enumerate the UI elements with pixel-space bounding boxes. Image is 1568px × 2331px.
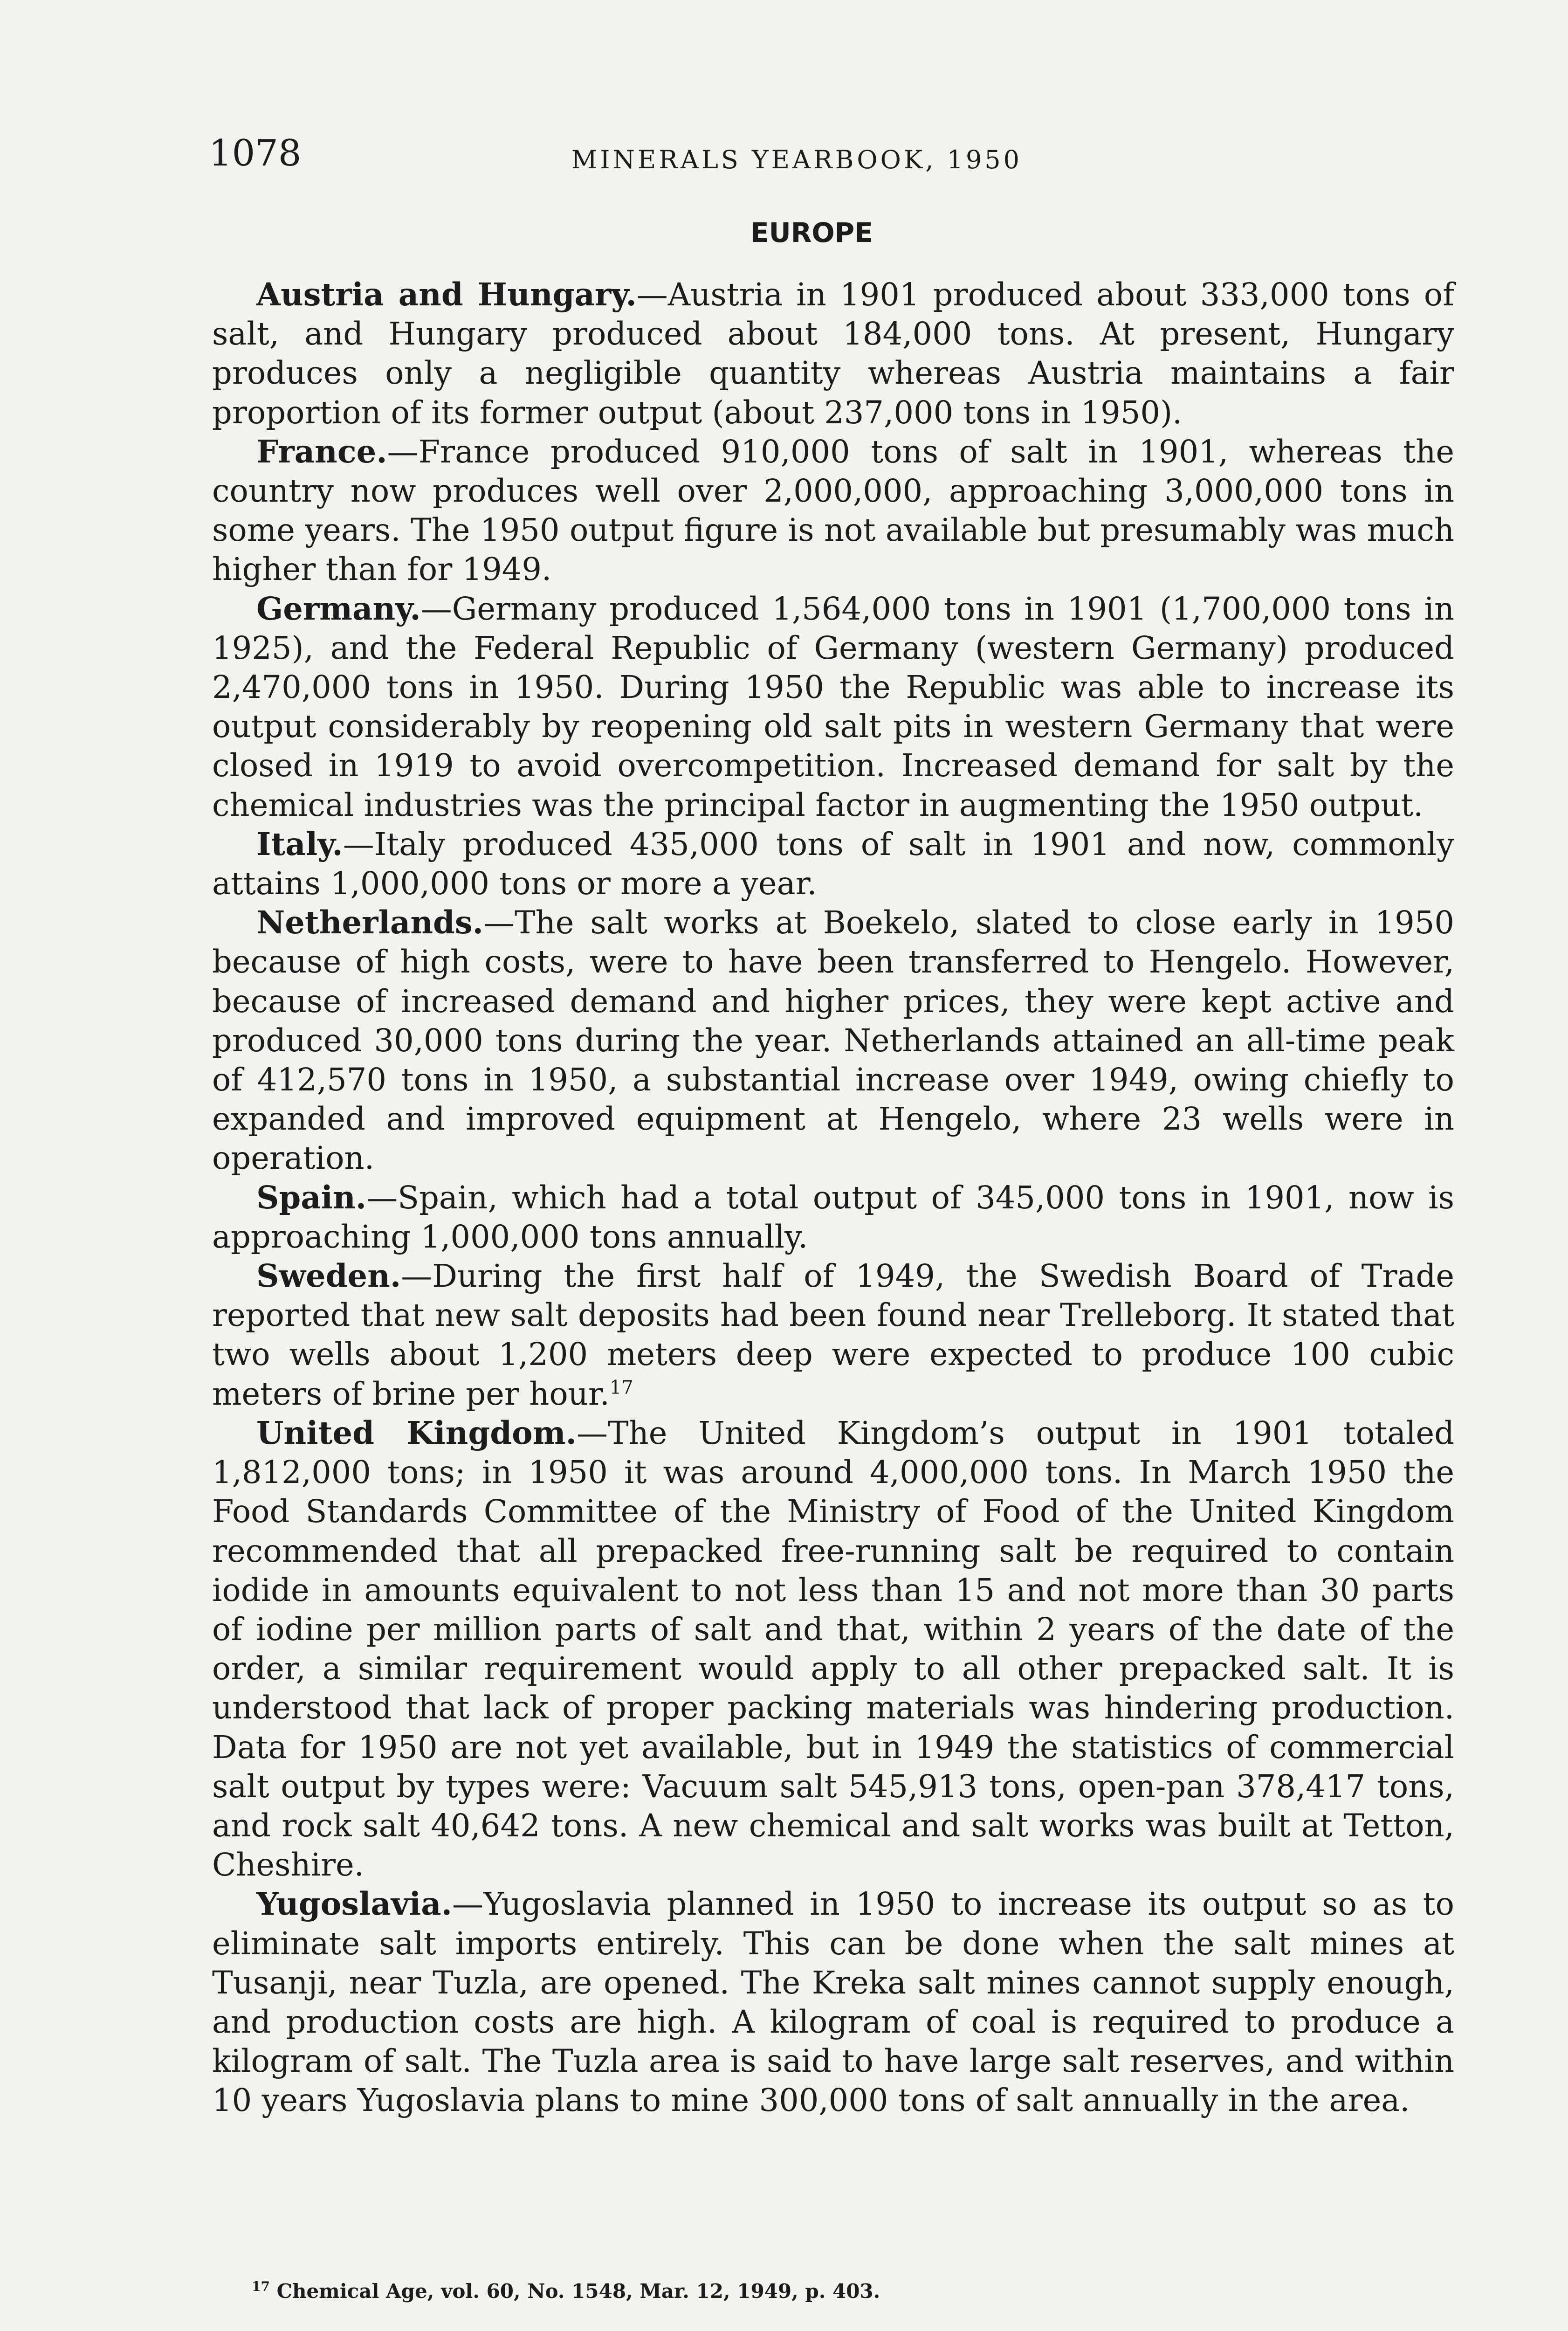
paragraph-text: —The United Kingdom’s output in 1901 totaled 1,812,000 tons; in 1950 it was around 4,000,000 tons. In March 1950 the Food Standards Committee of the Ministry of Food of the United Kingdom recommended that all prepacked free-running salt be required to contain iodide in amounts equivalent to not less than 15 and not more than 30 parts of iodine per million parts of salt and that, within 2 years of the date of the order, a similar requirement would apply to all other prepacked salt. It is understood that lack of proper packing materials was hindering production. Data for 1950 are not yet available, but in 1949 the statistics of commercial salt output by types were: Vacuum salt 545,913 tons, open-pan 378,417 tons, and rock salt 40,642 tons. A new chemical and salt works was built at Tetton, Cheshire. xyxy=(212,1414,1455,1883)
paragraph-united-kingdom xyxy=(212,1414,1454,1884)
footnote xyxy=(252,2279,1454,2303)
section-title: EUROPE xyxy=(750,217,873,248)
paragraph-text: —During the first half of 1949, the Swedish Board of Trade reported that new salt deposits had been found near Trelleborg. It stated that two wells about 1,200 meters deep were expected to produce 100 cubic meters of brine per hour. xyxy=(212,1258,1454,1412)
country-heading: Sweden. xyxy=(256,1257,401,1295)
footnote-text: Chemical Age, vol. 60, No. 1548, Mar. 12, 1949, p. 403. xyxy=(276,2280,880,2303)
paragraph-text: —France produced 910,000 tons of salt in 1901, whereas the country now produces well over 2,000,000, approaching 3,000,000 tons in some years. The 1950 output figure is not available but presumably was much higher than for 1949. xyxy=(212,433,1454,588)
country-heading: Austria and Hungary. xyxy=(256,276,637,313)
country-heading: Germany. xyxy=(256,590,421,627)
paragraph-spain xyxy=(212,1178,1454,1256)
paragraph-netherlands xyxy=(212,903,1454,1178)
paragraph-text: —Spain, which had a total output of 345,000 tons in 1901, now is approaching 1,000,000 tons annually. xyxy=(212,1179,1454,1255)
paragraph-yugoslavia xyxy=(212,1884,1454,2120)
paragraph-germany xyxy=(212,589,1454,825)
footnote-reference[interactable]: 17 xyxy=(609,1377,633,1399)
running-title: MINERALS YEARBOOK, 1950 xyxy=(571,145,1023,174)
paragraph-text: —Yugoslavia planned in 1950 to increase its output so as to eliminate salt imports entirely. This can be done when the salt mines at Tusanji, near Tuzla, are opened. The Kreka salt mines cannot supply enough, and production costs are high. A kilogram of coal is required to produce a kilogram of salt. The Tuzla area is said to have large salt reserves, and within 10 years Yugoslavia plans to mine 300,000 tons of salt annually in the area. xyxy=(212,1886,1454,2119)
country-heading: Netherlands. xyxy=(256,904,483,941)
footnote-number: 17 xyxy=(252,2279,270,2294)
paragraph-text: —Austria in 1901 produced about 333,000 tons of salt, and Hungary produced about 184,000 tons. At present, Hungary produces only a negligible quantity whereas Austria maintains a fair proportion of its former output (about 237,000 tons in 1950). xyxy=(212,276,1454,431)
country-heading: Italy. xyxy=(256,825,343,862)
country-heading: France. xyxy=(256,433,387,470)
body-text xyxy=(212,275,1454,2120)
paragraph-austria-hungary xyxy=(212,275,1454,432)
country-heading: Spain. xyxy=(256,1179,367,1216)
paragraph-italy xyxy=(212,825,1454,903)
country-heading: Yugoslavia. xyxy=(256,1885,452,1923)
paragraph-france xyxy=(212,432,1454,589)
country-heading: United Kingdom. xyxy=(256,1414,577,1451)
paragraph-text: —Italy produced 435,000 tons of salt in 1901 and now, commonly attains 1,000,000 tons or more a year. xyxy=(212,826,1454,902)
paragraph-text: —Germany produced 1,564,000 tons in 1901 (1,700,000 tons in 1925), and the Federal Republic of Germany (western Germany) produced 2,470,000 tons in 1950. During 1950 the Republic was able to increase its output considerably by reopening old salt pits in western Germany that were closed in 1919 to avoid overcompetition. Increased demand for salt by the chemical industries was the principal factor in augmenting the 1950 output. xyxy=(212,590,1454,823)
paragraph-text: —The salt works at Boekelo, slated to close early in 1950 because of high costs, were to have been transferred to Hengelo. However, because of increased demand and higher prices, they were kept active and produced 30,000 tons during the year. Netherlands attained an all-time peak of 412,570 tons in 1950, a substantial increase over 1949, owing chiefly to expanded and improved equipment at Hengelo, where 23 wells were in operation. xyxy=(212,904,1454,1177)
page-number: 1078 xyxy=(209,132,302,174)
paragraph-sweden xyxy=(212,1256,1454,1414)
